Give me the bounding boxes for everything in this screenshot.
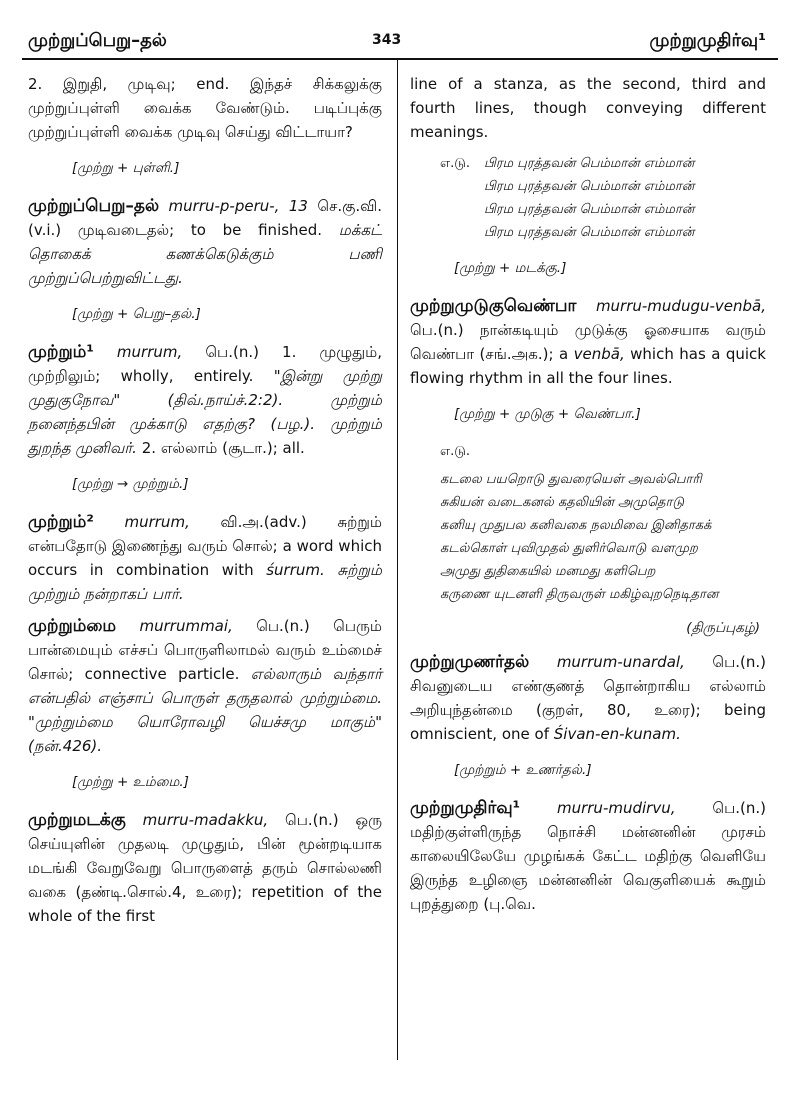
example-verse	[440, 468, 766, 606]
headword: முற்றுமுதிர்வு¹	[410, 798, 521, 818]
entry-murrum-2	[28, 510, 382, 606]
page-number: 343	[372, 32, 402, 48]
page-header	[0, 0, 800, 60]
sense-2-paragraph: 2. இறுதி, முடிவு; end. இந்தச் சிக்கலுக்கு முற்றுப்புள்ளி வைக்க வேண்டும். படிப்புக்கு முற்றுப்புள்ளி வைக்க முடிவு செய்து விட்டாயா?	[28, 75, 382, 141]
continued-definition: line of a stanza, as the second, third and fourth lines, though conveying different meanings.	[410, 75, 766, 141]
verse-line: பிரம புரத்தவன் பெம்மான் எம்மான்	[484, 156, 695, 171]
example: "இன்று முற்று முதுகுநோவ" (திவ்.நாய்ச்.2:2). முற்றும் நனைந்தபின் முக்காடு எதற்கு? (பழ.). முற்றும் துறந்த முனிவர்.	[28, 367, 382, 457]
verse-line: கருணை யுடனளி திருவருள் மகிழ்வுறநெடிதான	[440, 587, 719, 602]
definition: பெ.(n.) 1. முழுதும், முற்றிலும்; wholly, entirely.	[28, 343, 382, 385]
definition: 2. எல்லாம் (சூடா.); all.	[141, 439, 305, 457]
entry-murrumudirvu	[410, 796, 766, 916]
headword: முற்றுமுணர்தல்	[410, 652, 530, 672]
transliteration: murrum-unardal,	[556, 653, 685, 671]
transliteration: venbā,	[573, 345, 625, 363]
definition: பெ.(n.) சிவனுடைய எண்குணத் தொன்றாகிய எல்லாம் அறியுந்தன்மை (குறள், 80, உரை); being omniscient, one of	[410, 653, 766, 743]
example: சுற்றும் முற்றும் நன்றாகப் பார்.	[28, 561, 382, 603]
verse-line: பிரம புரத்தவன் பெம்மான் எம்மான்	[484, 179, 695, 194]
header-rule	[22, 58, 778, 60]
left-running-headword: முற்றுப்பெறு–தல்	[28, 30, 167, 51]
column-divider	[397, 60, 398, 1060]
verse-line: கடலை பயறொடு துவரையெள் அவல்பொரி	[440, 472, 702, 487]
example: மக்கட் தொகைக் கணக்கெடுக்கும் பணி முற்றுப்பெற்றுவிட்டது.	[28, 221, 382, 287]
headword: முற்றும்¹	[28, 342, 94, 362]
entry-murrum-1	[28, 340, 382, 460]
transliteration: murrum,	[116, 343, 183, 361]
verse-line: பிரம புரத்தவன் பெம்மான் எம்மான்	[484, 202, 695, 217]
transliteration: murru-mudirvu,	[556, 799, 676, 817]
entry-murrupperu	[28, 194, 382, 290]
headword: முற்றுப்பெறு–தல்	[28, 196, 160, 216]
headword: முற்றும்²	[28, 512, 94, 532]
verse-line: அமுது துதிகையில் மனமது களிபெற	[440, 564, 656, 579]
right-running-headword: முற்றுமுதிர்வு¹	[649, 30, 766, 51]
transliteration: murrum,	[124, 513, 190, 531]
headword: முற்றும்மை	[28, 616, 117, 636]
example-verse	[440, 152, 766, 244]
verse-line: பிரம புரத்தவன் பெம்மான் எம்மான்	[484, 225, 695, 240]
transliteration: Śivan-en-kunam.	[553, 725, 681, 743]
transliteration: murru-madakku,	[142, 811, 269, 829]
etymology: [முற்று + முடுகு + வெண்பா.]	[454, 406, 641, 422]
entry-murrumunardal	[410, 650, 766, 746]
definition: பெ.(n.) நான்கடியும் முடுக்கு ஓசையாக வரும் வெண்பா (சங்.அக.); a	[410, 321, 766, 363]
transliteration: śurrum.	[266, 561, 325, 579]
headword: முற்றுமடக்கு	[28, 810, 126, 830]
example: எல்லாரும் வந்தார் என்பதில் எஞ்சாப் பொருள் தருதலால் முற்றும்மை. "முற்றும்மை யொரோவழி யெச்சமு மாகும்" (நன்.426).	[28, 665, 382, 755]
definition: பெ.(n.) மதிற்குள்ளிருந்த நொச்சி மன்னனின் முரசம் காலையிலேயே முழங்கக் கேட்ட மதிற்கு வெளியே இருந்த உழிஞை மன்னனின் வெகுளியைக் கூறும் புறத்துறை (பு.வெ.	[410, 799, 766, 913]
verse-line: கடல்கொள் புவிமுதல் துளிர்வொடு வளமுற	[440, 541, 698, 556]
transliteration: murru-p-peru-, 13	[168, 197, 308, 215]
etymology: [முற்று + புள்ளி.]	[72, 160, 180, 176]
etymology: [முற்று + உம்மை.]	[72, 774, 189, 790]
etymology: [முற்று + மடக்கு.]	[454, 260, 567, 276]
left-column	[28, 72, 382, 934]
example-label: எ.டு.	[440, 444, 471, 459]
verse-line: கனியு முதுபல கனிவகை நலமிவை இனிதாகக்	[440, 518, 712, 533]
definition: பெ.(n.) ஒரு செய்யுளின் முதலடி முழுதும், பின் மூன்றடியாக மடங்கி வேறுவேறு பொருளைத் தரும் சொல்லணி வகை (தண்டி.சொல்.4, உரை); repetition of the whole of the first	[28, 811, 382, 925]
headword: முற்றுமுடுகுவெண்பா	[410, 296, 577, 316]
example-label: எ.டு.	[440, 156, 471, 171]
definition: செ.கு.வி.(v.i.) முடிவடைதல்; to be finished.	[28, 197, 382, 239]
entry-murrumadakku	[28, 808, 382, 928]
etymology: [முற்று → முற்றும்.]	[72, 476, 189, 492]
definition: which has a quick flowing rhythm in all the four lines.	[410, 345, 766, 387]
right-column	[410, 72, 766, 922]
definition: பெ.(n.) பெரும் பான்மையும் எச்சப் பொருளிலாமல் வரும் உம்மைச் சொல்; connective particle.	[28, 617, 382, 683]
verse-line: சுகியன் வடைகனல் கதலியின் அமுதொடு	[440, 495, 684, 510]
transliteration: murrummai,	[139, 617, 233, 635]
definition: வி.அ.(adv.) சுற்றும் என்பதோடு இணைந்து வரும் சொல்; a word which occurs in combination with	[28, 513, 382, 579]
entry-murrummai	[28, 614, 382, 758]
etymology: [முற்றும் + உணர்தல்.]	[454, 762, 592, 778]
verse-source: (திருப்புகழ்)	[686, 620, 760, 636]
transliteration: murru-mudugu-venbā,	[595, 297, 766, 315]
etymology: [முற்று + பெறு–தல்.]	[72, 306, 201, 322]
entry-murrumuduguvenba	[410, 294, 766, 390]
